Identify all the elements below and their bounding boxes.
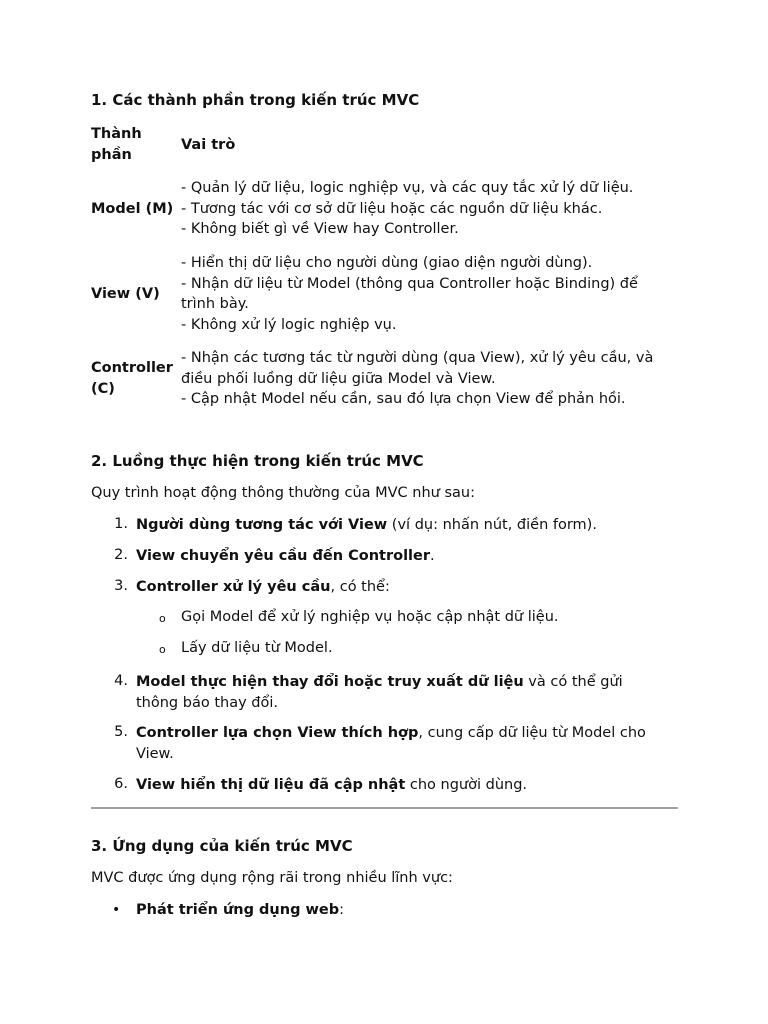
table-cell-line: - Nhận các tương tác từ người dùng (qua View), xử lý yêu cầu, và (181, 350, 654, 366)
table-row-model-name: Model (M) (91, 201, 174, 217)
table-header-component-line1: Thành (91, 126, 142, 142)
list-item-bold: Model thực hiện thay đổi hoặc truy xuất dữ liệu (136, 674, 524, 690)
table-cell-line: - Tương tác với cơ sở dữ liệu hoặc các nguồn dữ liệu khác. (181, 200, 603, 217)
table-cell-line: - Hiển thị dữ liệu cho người dùng (giao diện người dùng). (181, 255, 593, 271)
list-item-number: 5. (114, 724, 128, 740)
section-3-intro: MVC được ứng dụng rộng rãi trong nhiều lĩnh vực: (91, 870, 453, 886)
table-row-controller-name (91, 358, 173, 399)
bullet-marker: • (112, 902, 121, 918)
list-item-continuation: thông báo thay đổi. (136, 695, 278, 711)
table-header-component-line2: phần (91, 146, 132, 163)
table-cell-line: - Nhận dữ liệu từ Model (thông qua Controller hoặc Binding) để (181, 275, 638, 292)
table-row-view-name: View (V) (91, 286, 160, 302)
list-item-bold: Controller xử lý yêu cầu (136, 579, 331, 595)
list-item-number: 3. (114, 578, 128, 594)
list-item-rest: và có thể gửi (523, 674, 623, 690)
list-item-number: 4. (114, 673, 128, 689)
list-item-text (136, 546, 435, 567)
list-item-text (136, 515, 597, 536)
section-2-heading: 2. Luồng thực hiện trong kiến trúc MVC (91, 452, 424, 470)
sub-list-marker: o (159, 612, 166, 625)
table-header-component (91, 124, 142, 165)
list-item-continuation: View. (136, 746, 174, 762)
list-item-text (136, 900, 344, 921)
list-item-text (136, 775, 527, 796)
sub-list-text: Lấy dữ liệu từ Model. (181, 640, 333, 656)
list-item-rest: . (430, 548, 435, 564)
sub-list-text: Gọi Model để xử lý nghiệp vụ hoặc cập nhật dữ liệu. (181, 609, 559, 625)
list-item-text (136, 723, 646, 765)
list-item-number: 1. (114, 516, 128, 532)
section-1-heading: 1. Các thành phần trong kiến trúc MVC (91, 91, 420, 109)
sub-list-marker: o (159, 643, 166, 656)
table-row-model-role (181, 178, 633, 240)
list-item-bold: Controller lựa chọn View thích hợp (136, 725, 419, 741)
table-row-view-role (181, 253, 638, 335)
list-item-bold: View chuyển yêu cầu đến Controller (136, 548, 431, 564)
section-2-intro: Quy trình hoạt động thông thường của MVC như sau: (91, 485, 475, 501)
list-item-rest: , cung cấp dữ liệu từ Model cho (418, 725, 646, 741)
list-item-rest: cho người dùng. (405, 777, 528, 793)
horizontal-rule (91, 807, 678, 809)
section-3-heading: 3. Ứng dụng của kiến trúc MVC (91, 837, 353, 855)
table-cell-line: điều phối luồng dữ liệu giữa Model và View. (181, 370, 496, 387)
table-cell-line: - Không biết gì về View hay Controller. (181, 221, 459, 237)
list-item-bold: Người dùng tương tác với View (136, 517, 388, 533)
list-item-bold: Phát triển ứng dụng web (136, 902, 340, 918)
table-cell-line: trình bày. (181, 296, 249, 312)
list-item-rest: (ví dụ: nhấn nút, điền form). (387, 517, 597, 533)
list-item-rest: : (339, 902, 344, 918)
table-header-role: Vai trò (181, 137, 236, 153)
list-item-text (136, 672, 623, 714)
table-cell-line: - Quản lý dữ liệu, logic nghiệp vụ, và các quy tắc xử lý dữ liệu. (181, 180, 634, 196)
list-item-bold: View hiển thị dữ liệu đã cập nhật (136, 777, 406, 793)
table-cell-line: - Không xử lý logic nghiệp vụ. (181, 316, 397, 333)
list-item-text (136, 577, 390, 598)
list-item-rest: , có thể: (330, 579, 390, 595)
table-cell-line: - Cập nhật Model nếu cần, sau đó lựa chọn View để phản hồi. (181, 391, 626, 407)
table-row-controller-role (181, 348, 653, 410)
table-row-controller-name-line1: Controller (91, 360, 173, 376)
list-item-number: 6. (114, 776, 128, 792)
list-item-number: 2. (114, 547, 128, 563)
table-row-controller-name-line2: (C) (91, 380, 115, 397)
